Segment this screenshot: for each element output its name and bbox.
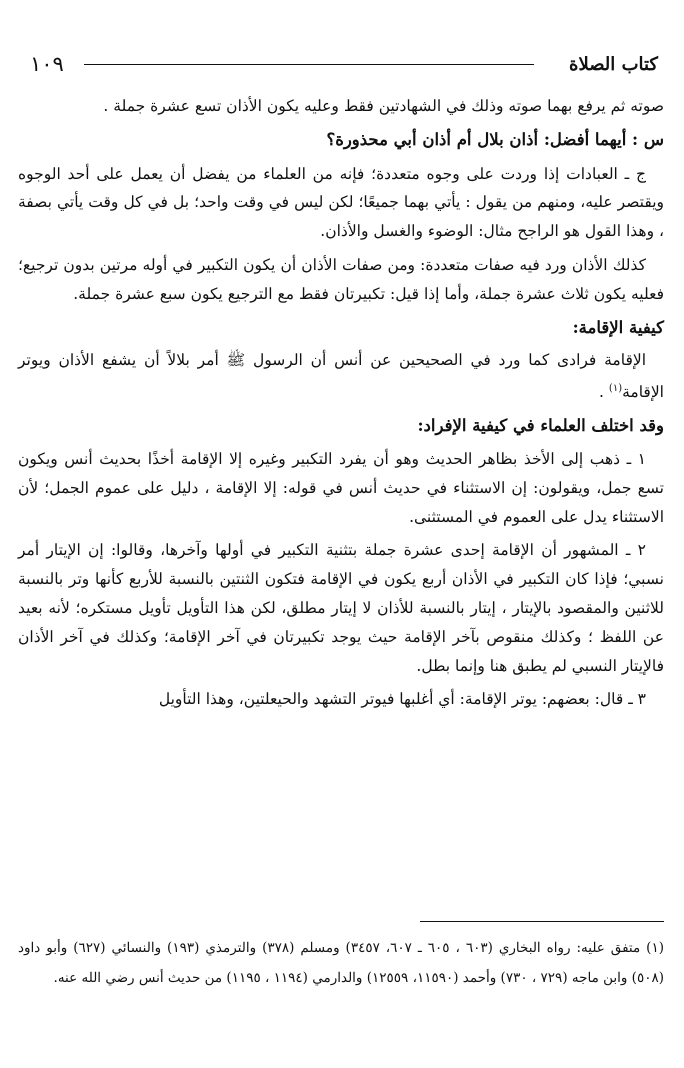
adhan-forms-paragraph: كذلك الأذان ورد فيه صفات متعددة: ومن صفات الأذان أن يكون التكبير في أوله مرتين بدون ترجيع؛ فعليه يكون ثلاث عشرة جملة، وأما إذا قيل: تكبيرتان فقط مع الترجيع يكون سبع عشرة جملة. xyxy=(18,255,664,303)
footnote-reference[interactable]: (١) xyxy=(608,383,623,395)
paragraph-continuation: صوته ثم يرفع بهما صوته وذلك في الشهادتين فقط وعليه يكون الأذان تسع عشرة جملة . xyxy=(103,97,664,115)
iqama-text: الإقامة فرادى كما ورد في الصحيحين عن أنس أن الرسول ﷺ أمر بلالاً أن يشفع الأذان ويوتر الإقامة xyxy=(18,351,664,402)
iqama-paragraph xyxy=(18,346,664,407)
page-header xyxy=(22,50,662,82)
iqama-text-end: . xyxy=(599,383,609,402)
question: س : أيهما أفضل: أذان بلال أم أذان أبي محذورة؟ xyxy=(326,129,664,149)
footnote-divider xyxy=(420,921,664,922)
footnotes xyxy=(18,933,664,993)
section-heading-iqama: كيفية الإقامة: xyxy=(572,317,664,337)
running-title: كتاب الصلاة xyxy=(569,54,658,75)
opinion-1-paragraph: ١ ـ ذهب إلى الأخذ بظاهر الحديث وهو أن يفرد التكبير وغيره إلا الإقامة أخذًا بحديث أنس ويكون تسع جمل، ويقولون: إن الاستثناء في حديث أنس في قوله: إلا الإقامة ، دليل على عموم الجمل؛ لأن الاستثناء يدل على العموم في المستثنى. xyxy=(18,449,664,526)
footnote-1: (١) متفق عليه: رواه البخاري (٦٠٣ ، ٦٠٥ ـ ٦٠٧، ٣٤٥٧) ومسلم (٣٧٨) والترمذي (١٩٣) والنسائي (٦٢٧) وأبو داود (٥٠٨) وابن ماجه (٧٢٩ ، ٧٣٠) وأحمد (١١٥٩٠، ١٢٥٥٩) والدارمي (١١٩٤ ، ١١٩٥) من حديث أنس رضي الله عنه. xyxy=(18,940,664,986)
opinion-3-paragraph: ٣ ـ قال: بعضهم: يوتر الإقامة: أي أغلبها فيوتر التشهد والحيعلتين، وهذا التأويل xyxy=(158,690,646,709)
section-heading-ifrad: وقد اختلف العلماء في كيفية الإفراد: xyxy=(417,416,664,436)
opinion-2-paragraph: ٢ ـ المشهور أن الإقامة إحدى عشرة جملة بتثنية التكبير في أولها وآخرها، وقالوا: إن الإيتار أمر نسبي؛ فإذا كان التكبير في الأذان أربع يكون في الإقامة فتكون الثنتين بالنسبة للأربع كأنها وتر بالنسبة للاثنين والمقصود بالإيتار ، إيتار بالنسبة للأذان لا إيتار مطلق، لكن هذا التأويل تأويل مستكره؛ لأنه بعيد عن اللفظ ؛ وكذلك منقوص بآخر الإقامة حيث يوجد تكبيرتان في آخر الإقامة؛ وكذلك في آخر الأذان فالإيتار النسبي لم يطبق هنا وإنما بطل. xyxy=(18,541,664,675)
page-number: ١٠٩ xyxy=(30,52,64,76)
answer-paragraph: ج ـ العبادات إذا وردت على وجوه متعددة؛ فإنه من العلماء من يفضل أن يعمل على أحد الوجوه ويقتصر عليه، ومنهم من يقول : يأتي بهما جميعًا؛ لكن ليس في وقت واحد؛ بل في كل وقت يأتي بصفة ، وهذا القول هو الراجح مثال: الوضوء والغسل والأذان. xyxy=(18,164,664,241)
main-text xyxy=(18,92,664,719)
header-rule xyxy=(84,64,534,65)
